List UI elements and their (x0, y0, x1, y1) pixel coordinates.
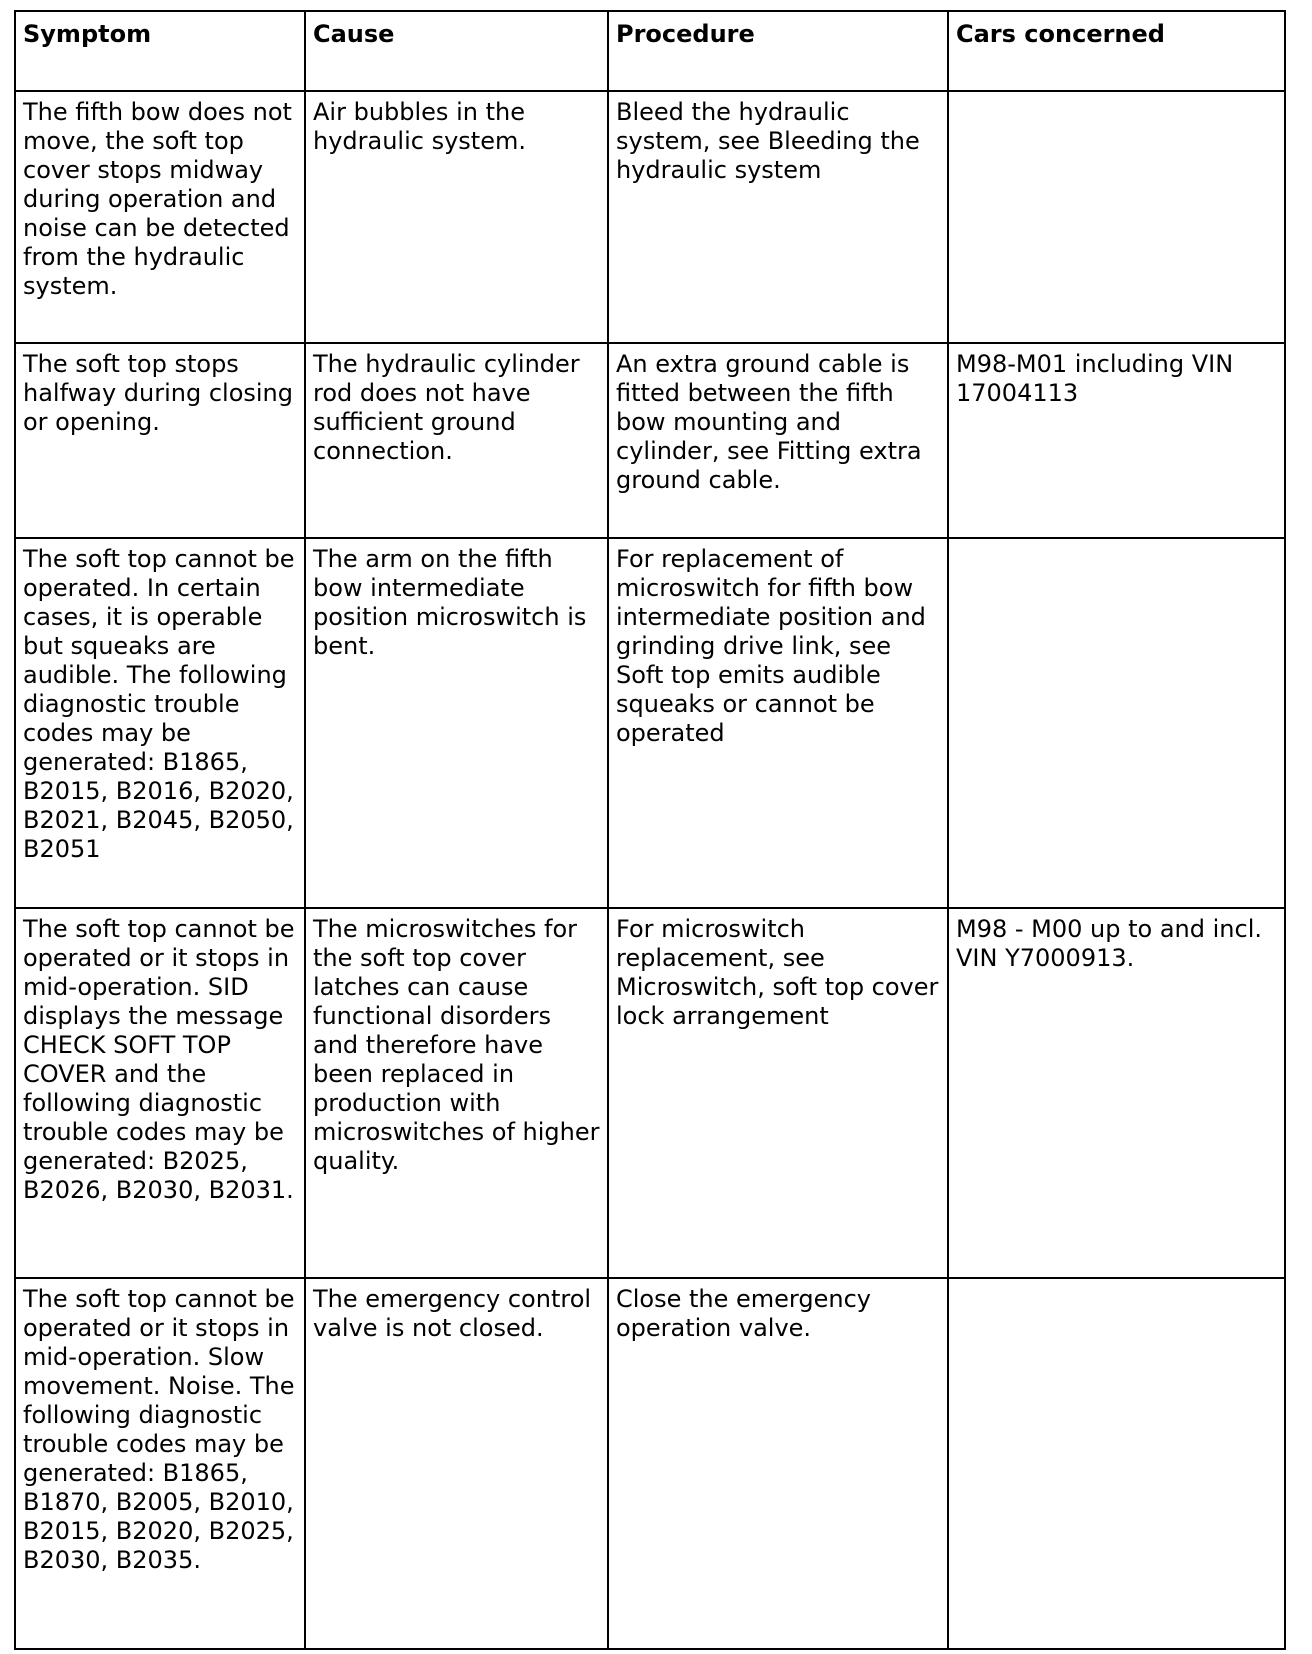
procedure-cell: Close the emergency operation valve. (608, 1278, 948, 1649)
table-header-row (15, 11, 1285, 91)
troubleshooting-table (14, 10, 1286, 1650)
symptom-cell: The soft top cannot be operated or it stops in mid-operation. Slow movement. Noise. The following diagnostic trouble codes may be generated: B1865, B1870, B2005, B2010, B2015, B2020, B2025, B2030, B2035. (15, 1278, 305, 1649)
table-row (15, 538, 1285, 908)
procedure-cell: For replacement of microswitch for fifth bow intermediate position and grinding drive link, see Soft top emits audible squeaks or cannot be operated (608, 538, 948, 908)
table-row (15, 1278, 1285, 1649)
header-symptom: Symptom (15, 11, 305, 91)
symptom-cell: The fifth bow does not move, the soft top cover stops midway during operation and noise can be detected from the hydraulic system. (15, 91, 305, 343)
symptom-cell: The soft top stops halfway during closing or opening. (15, 343, 305, 538)
symptom-cell: The soft top cannot be operated. In certain cases, it is operable but squeaks are audible. The following diagnostic trouble codes may be generated: B1865, B2015, B2016, B2020, B2021, B2045, B2050, B2051 (15, 538, 305, 908)
cars-cell (948, 1278, 1285, 1649)
procedure-cell: An extra ground cable is fitted between the fifth bow mounting and cylinder, see Fitting extra ground cable. (608, 343, 948, 538)
table-row (15, 908, 1285, 1278)
cause-cell: The hydraulic cylinder rod does not have sufficient ground connection. (305, 343, 608, 538)
procedure-cell: Bleed the hydraulic system, see Bleeding the hydraulic system (608, 91, 948, 343)
cars-cell: M98 - M00 up to and incl. VIN Y7000913. (948, 908, 1285, 1278)
cars-cell (948, 91, 1285, 343)
header-cause: Cause (305, 11, 608, 91)
cars-cell (948, 538, 1285, 908)
header-procedure: Procedure (608, 11, 948, 91)
table-row (15, 91, 1285, 343)
procedure-cell: For microswitch replacement, see Microswitch, soft top cover lock arrangement (608, 908, 948, 1278)
cause-cell: The arm on the fifth bow intermediate position microswitch is bent. (305, 538, 608, 908)
symptom-cell: The soft top cannot be operated or it stops in mid-operation. SID displays the message CHECK SOFT TOP COVER and the following diagnostic trouble codes may be generated: B2025, B2026, B2030, B2031. (15, 908, 305, 1278)
cause-cell: Air bubbles in the hydraulic system. (305, 91, 608, 343)
table-row (15, 343, 1285, 538)
cause-cell: The microswitches for the soft top cover latches can cause functional disorders and therefore have been replaced in production with microswitches of higher quality. (305, 908, 608, 1278)
cars-cell: M98-M01 including VIN 17004113 (948, 343, 1285, 538)
header-cars-concerned: Cars concerned (948, 11, 1285, 91)
cause-cell: The emergency control valve is not closed. (305, 1278, 608, 1649)
